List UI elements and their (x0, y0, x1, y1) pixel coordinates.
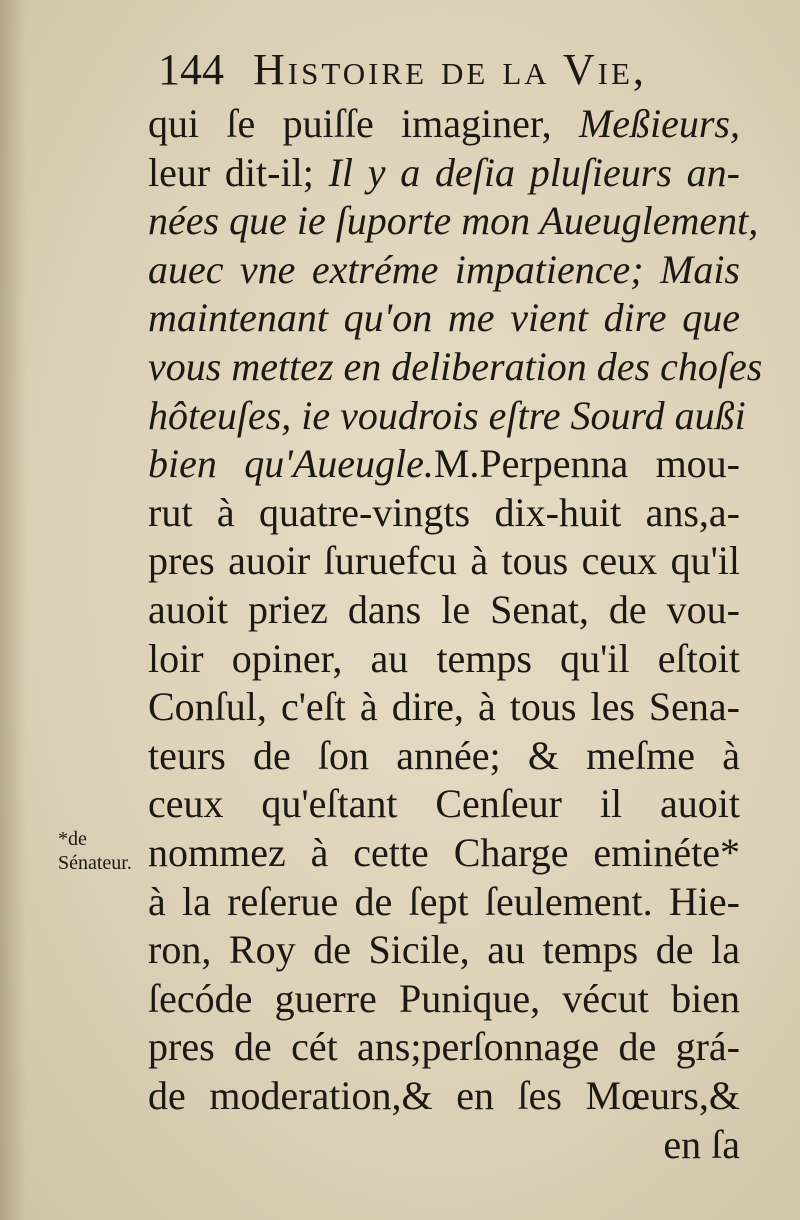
roman-segment: en ſa (663, 1121, 740, 1167)
text-line (148, 973, 740, 1025)
italic-segment: Meßieurs, (578, 101, 740, 146)
roman-segment: auoit priez dans le Senat, de vou- (148, 587, 740, 632)
italic-segment: maintenant qu'on me vient dire que (148, 295, 740, 341)
italic-segment: Il y a deſia pluſieurs an- (328, 149, 740, 195)
italic-segment: vous mettez en deliberation des choſes (148, 344, 763, 389)
text-line (148, 147, 740, 199)
page-number: 144 (158, 45, 224, 94)
italic-segment: bien qu'Aueugle. (148, 441, 434, 487)
roman-segment: pres de cét ans;perſonnage de grá- (148, 1024, 740, 1070)
running-header (158, 40, 647, 100)
text-line (148, 390, 746, 442)
text-line (148, 535, 740, 587)
italic-segment: hôteuſes, ie voudrois eſtre Sourd außi (148, 392, 746, 438)
roman-segment: rut à quatre-vingts dix-huit ans,a- (148, 489, 740, 535)
roman-segment: ſecóde guerre Punique, vécut bien (148, 975, 740, 1021)
text-line (148, 730, 740, 782)
text-line (148, 195, 759, 247)
text-line (148, 827, 740, 879)
roman-segment: nommez à cette Charge eminéte* (148, 830, 740, 875)
text-line (148, 1070, 740, 1122)
text-line (148, 244, 740, 296)
roman-segment: qui ſe puiſſe imaginer, (148, 101, 579, 146)
text-line (148, 876, 740, 928)
text-line (148, 98, 740, 150)
text-line (148, 1119, 740, 1171)
text-line (148, 633, 740, 685)
roman-segment: Conſul, c'eſt à dire, à tous les Sena- (148, 684, 740, 730)
roman-segment: loir opiner, au temps qu'il eſtoit (148, 635, 740, 681)
roman-segment: ceux qu'eſtant Cenſeur il auoit (148, 781, 740, 827)
text-line (148, 292, 740, 344)
text-line (148, 341, 763, 393)
text-line (148, 1021, 740, 1073)
italic-segment: nées que ie ſuporte mon Aueuglement, (148, 198, 759, 244)
text-line (148, 487, 740, 539)
roman-segment: ron, Roy de Sicile, au temps de la (148, 927, 740, 973)
italic-segment: auec vne extréme impatience; Mais (148, 246, 740, 292)
roman-segment: à la reſerue de ſept ſeulement. Hie- (148, 878, 740, 924)
text-line (148, 584, 740, 636)
roman-segment: teurs de ſon année; & meſme à (148, 732, 740, 778)
roman-segment: M.Perpenna mou- (433, 441, 740, 487)
text-line (148, 681, 740, 733)
roman-segment: leur dit-il; (148, 149, 329, 195)
roman-segment: de moderation,& en ſes Mœurs,& (148, 1073, 740, 1118)
text-line (148, 924, 740, 976)
text-line (148, 438, 740, 490)
marginal-note: *de Sénateur. (58, 828, 132, 874)
text-line (148, 778, 740, 830)
running-head: Histoire de la Vie, (253, 45, 647, 94)
roman-segment: pres auoir ſuruefcu à tous ceux qu'il (148, 538, 740, 584)
